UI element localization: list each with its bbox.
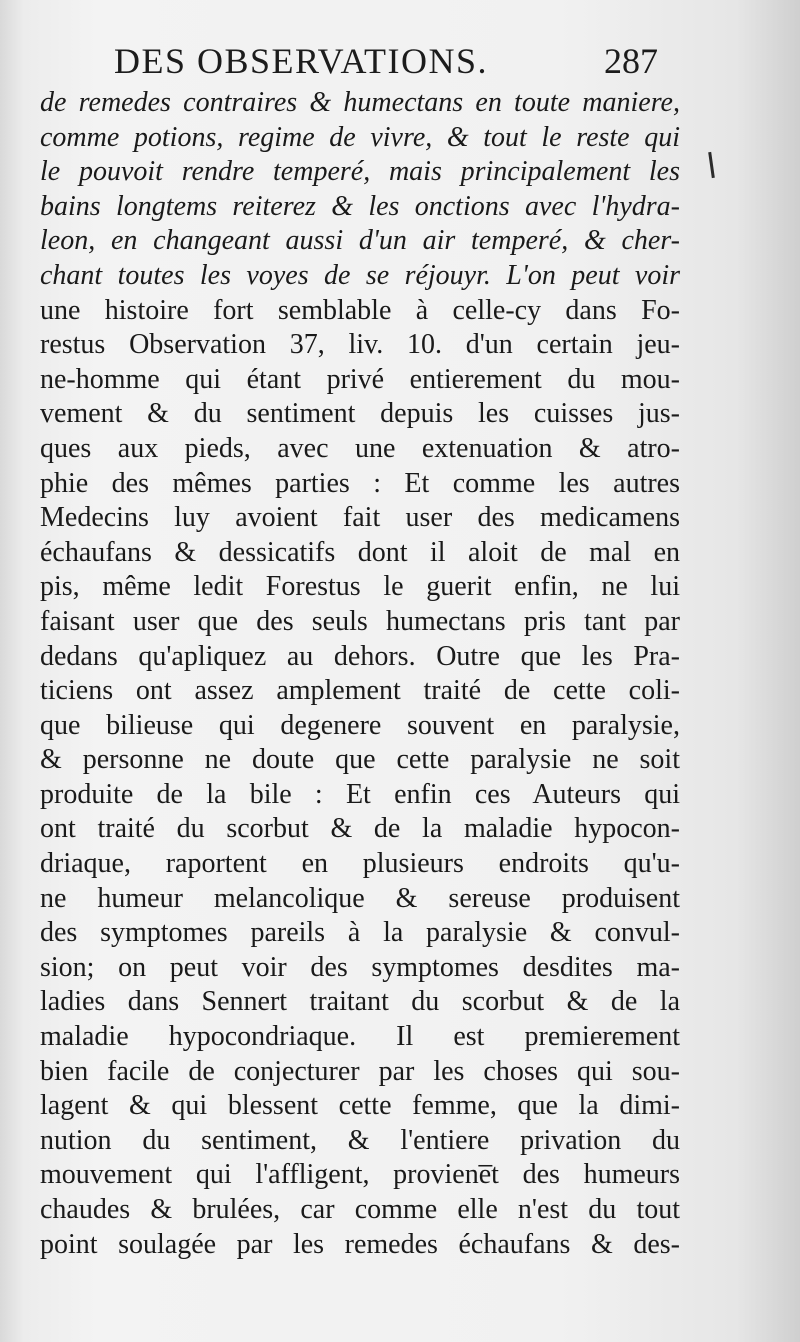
text-line: chant toutes les voyes de se réjouyr. L'on peut voir: [40, 259, 680, 291]
text-line: échaufans & dessicatifs dont il aloit de mal en: [40, 536, 680, 568]
text-line: pis, même ledit Forestus le guerit enfin, ne lui: [40, 571, 680, 603]
text-line: ticiens ont assez amplement traité de cette coli-: [40, 675, 680, 707]
page-header: [100, 36, 670, 86]
text-line: leon, en changeant aussi d'un air temperé, & cher-: [40, 225, 680, 257]
text-line: produite de la bile : Et enfin ces Auteurs qui: [40, 778, 680, 810]
text-line: ne-homme qui étant privé entierement du mou-: [40, 363, 680, 395]
text-line: bains longtems reiterez & les onctions avec l'hydra-: [40, 190, 680, 222]
body-text: [40, 86, 680, 1262]
text-line: nution du sentiment, & l'entiere privation du: [40, 1124, 680, 1156]
text-line: bien facile de conjecturer par les choses qui sou-: [40, 1055, 680, 1087]
running-title: DES OBSERVATIONS.: [114, 41, 489, 81]
text-line: ont traité du scorbut & de la maladie hypocon-: [40, 813, 680, 845]
text-line: maladie hypocondriaque. Il est premierement: [40, 1021, 680, 1053]
text-line: point soulagée par les remedes échaufans & des-: [40, 1228, 680, 1260]
text-line: chaudes & brulées, car comme elle n'est du tout: [40, 1194, 680, 1225]
text-line: des symptomes pareils à la paralysie & convul-: [40, 917, 680, 949]
text-line: dedans qu'apliquez au dehors. Outre que les Pra-: [40, 640, 680, 672]
text-line: le pouvoit rendre temperé, mais principalement les: [40, 156, 680, 188]
text-line: ques aux pieds, avec une extenuation & atro-: [40, 432, 680, 464]
text-line: sion; on peut voir des symptomes desdites ma-: [40, 951, 680, 983]
text-line: Medecins luy avoient fait user des medicamens: [40, 502, 680, 534]
text-line: vement & du sentiment depuis les cuisses jus-: [40, 398, 680, 430]
text-line: phie des mêmes parties : Et comme les autres: [40, 467, 680, 499]
margin-ink-mark: [708, 152, 715, 178]
text-line: ne humeur melancolique & sereuse produisent: [40, 882, 680, 914]
text-line: driaque, raportent en plusieurs endroits qu'u-: [40, 848, 680, 880]
text-line: mouvement qui l'affligent, proviene̅t des humeurs: [40, 1159, 680, 1191]
text-line: comme potions, regime de vivre, & tout le reste qui: [40, 121, 680, 153]
text-line: de remedes contraires & humectans en toute maniere,: [40, 87, 680, 118]
text-line: & personne ne doute que cette paralysie ne soit: [40, 744, 680, 776]
text-line: que bilieuse qui degenere souvent en paralysie,: [40, 709, 680, 741]
text-line: faisant user que des seuls humectans pris tant par: [40, 605, 680, 637]
text-line: une histoire fort semblable à celle-cy dans Fo-: [40, 294, 680, 326]
text-line: restus Observation 37, liv. 10. d'un certain jeu-: [40, 329, 680, 361]
page-number: 287: [604, 41, 658, 81]
text-line: ladies dans Sennert traitant du scorbut & de la: [40, 986, 680, 1018]
text-line: lagent & qui blessent cette femme, que la dimi-: [40, 1090, 680, 1122]
